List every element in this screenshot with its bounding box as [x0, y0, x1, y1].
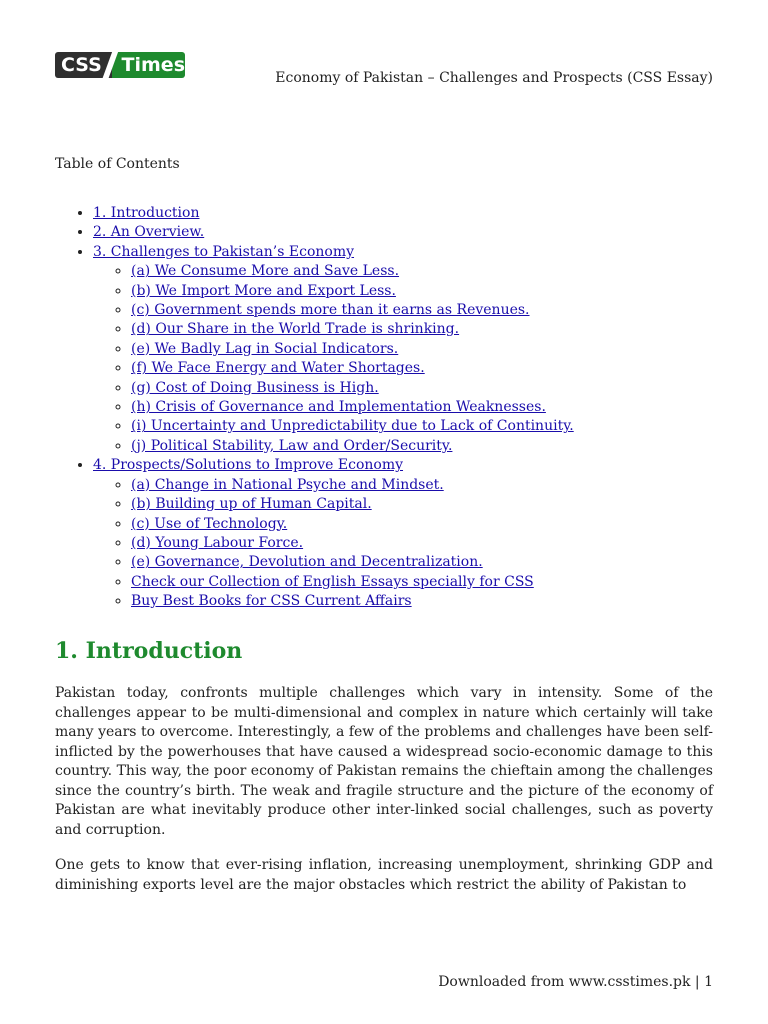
toc-sublink[interactable]: (e) We Badly Lag in Social Indicators.: [131, 340, 399, 357]
toc-list: [55, 204, 715, 612]
toc-subitem: [131, 301, 715, 320]
toc-sublink[interactable]: (d) Our Share in the World Trade is shrinking.: [131, 321, 460, 338]
toc-item: [93, 204, 715, 223]
toc-subitem: [131, 262, 715, 281]
toc-sublink[interactable]: Check our Collection of English Essays specially for CSS: [131, 573, 534, 590]
toc-subitem: [131, 340, 715, 359]
toc-sublink[interactable]: (a) We Consume More and Save Less.: [131, 263, 400, 280]
toc-sublink[interactable]: (i) Uncertainty and Unpredictability due to Lack of Continuity.: [131, 418, 574, 435]
page-footer: Downloaded from www.csstimes.pk | 1: [438, 974, 713, 990]
toc-item: [93, 243, 715, 456]
section-heading: 1. Introduction: [55, 638, 243, 664]
toc-link[interactable]: 3. Challenges to Pakistan’s Economy: [93, 243, 355, 260]
toc-link[interactable]: 1. Introduction: [93, 205, 200, 221]
table-of-contents: [55, 204, 715, 612]
toc-subitem: [131, 534, 715, 553]
toc-sublink[interactable]: (d) Young Labour Force.: [131, 534, 304, 551]
toc-subitem: [131, 476, 715, 495]
toc-sublink[interactable]: (b) Building up of Human Capital.: [131, 496, 372, 513]
toc-subitem: [131, 359, 715, 378]
toc-link[interactable]: 4. Prospects/Solutions to Improve Economy: [93, 457, 404, 474]
toc-sublink[interactable]: (a) Change in National Psyche and Mindset.: [131, 476, 444, 493]
toc-subitem: [131, 553, 715, 572]
toc-sublink[interactable]: (h) Crisis of Governance and Implementation Weaknesses.: [131, 399, 546, 416]
toc-subitem: [131, 379, 715, 398]
site-logo[interactable]: [55, 52, 185, 78]
intro-paragraph-1: Pakistan today, confronts multiple challenges which vary in intensity. Some of the challenges appear to be multi-dimensional and complex in nature which certainly will take many years to overcome. Interestingly, a few of the problems and challenges have been self-inflicted by the powerhouses that have caused a widespread socio-economic damage to this country. This way, the poor economy of Pakistan remains the chieftain among the challenges since the country’s birth. The weak and fragile structure and the picture of the economy of Pakistan are what inevitably produce other inter-linked social challenges, such as poverty and corruption.: [55, 685, 713, 838]
intro-paragraph-2: One gets to know that ever-rising inflation, increasing unemployment, shrinking GDP and diminishing exports level are the major obstacles which restrict the ability of Pakistan to: [55, 857, 713, 893]
toc-subitem: [131, 437, 715, 456]
toc-sublink[interactable]: (c) Use of Technology.: [131, 515, 288, 532]
toc-sublist: [93, 262, 715, 456]
toc-sublink[interactable]: Buy Best Books for CSS Current Affairs: [131, 593, 412, 610]
toc-subitem: [131, 495, 715, 514]
logo-text-times: Times: [112, 52, 185, 78]
toc-subitem: [131, 398, 715, 417]
toc-sublink[interactable]: (c) Government spends more than it earns as Revenues.: [131, 302, 530, 319]
toc-item: [93, 223, 715, 242]
toc-sublink[interactable]: (j) Political Stability, Law and Order/Security.: [131, 437, 453, 454]
toc-subitem: [131, 282, 715, 301]
toc-sublink[interactable]: (f) We Face Energy and Water Shortages.: [131, 360, 425, 377]
toc-subitem: [131, 573, 715, 592]
toc-sublink[interactable]: (b) We Import More and Export Less.: [131, 282, 396, 299]
toc-subitem: [131, 417, 715, 436]
logo-text-css: CSS: [55, 52, 112, 78]
toc-sublist: [93, 476, 715, 612]
toc-sublink[interactable]: (e) Governance, Devolution and Decentralization.: [131, 554, 483, 571]
toc-subitem: [131, 320, 715, 339]
toc-subitem: [131, 515, 715, 534]
document-title: Economy of Pakistan – Challenges and Prospects (CSS Essay): [275, 70, 713, 86]
toc-title: Table of Contents: [55, 156, 180, 172]
toc-subitem: [131, 592, 715, 611]
toc-item: [93, 456, 715, 611]
toc-link[interactable]: 2. An Overview.: [93, 224, 205, 241]
toc-sublink[interactable]: (g) Cost of Doing Business is High.: [131, 379, 379, 396]
